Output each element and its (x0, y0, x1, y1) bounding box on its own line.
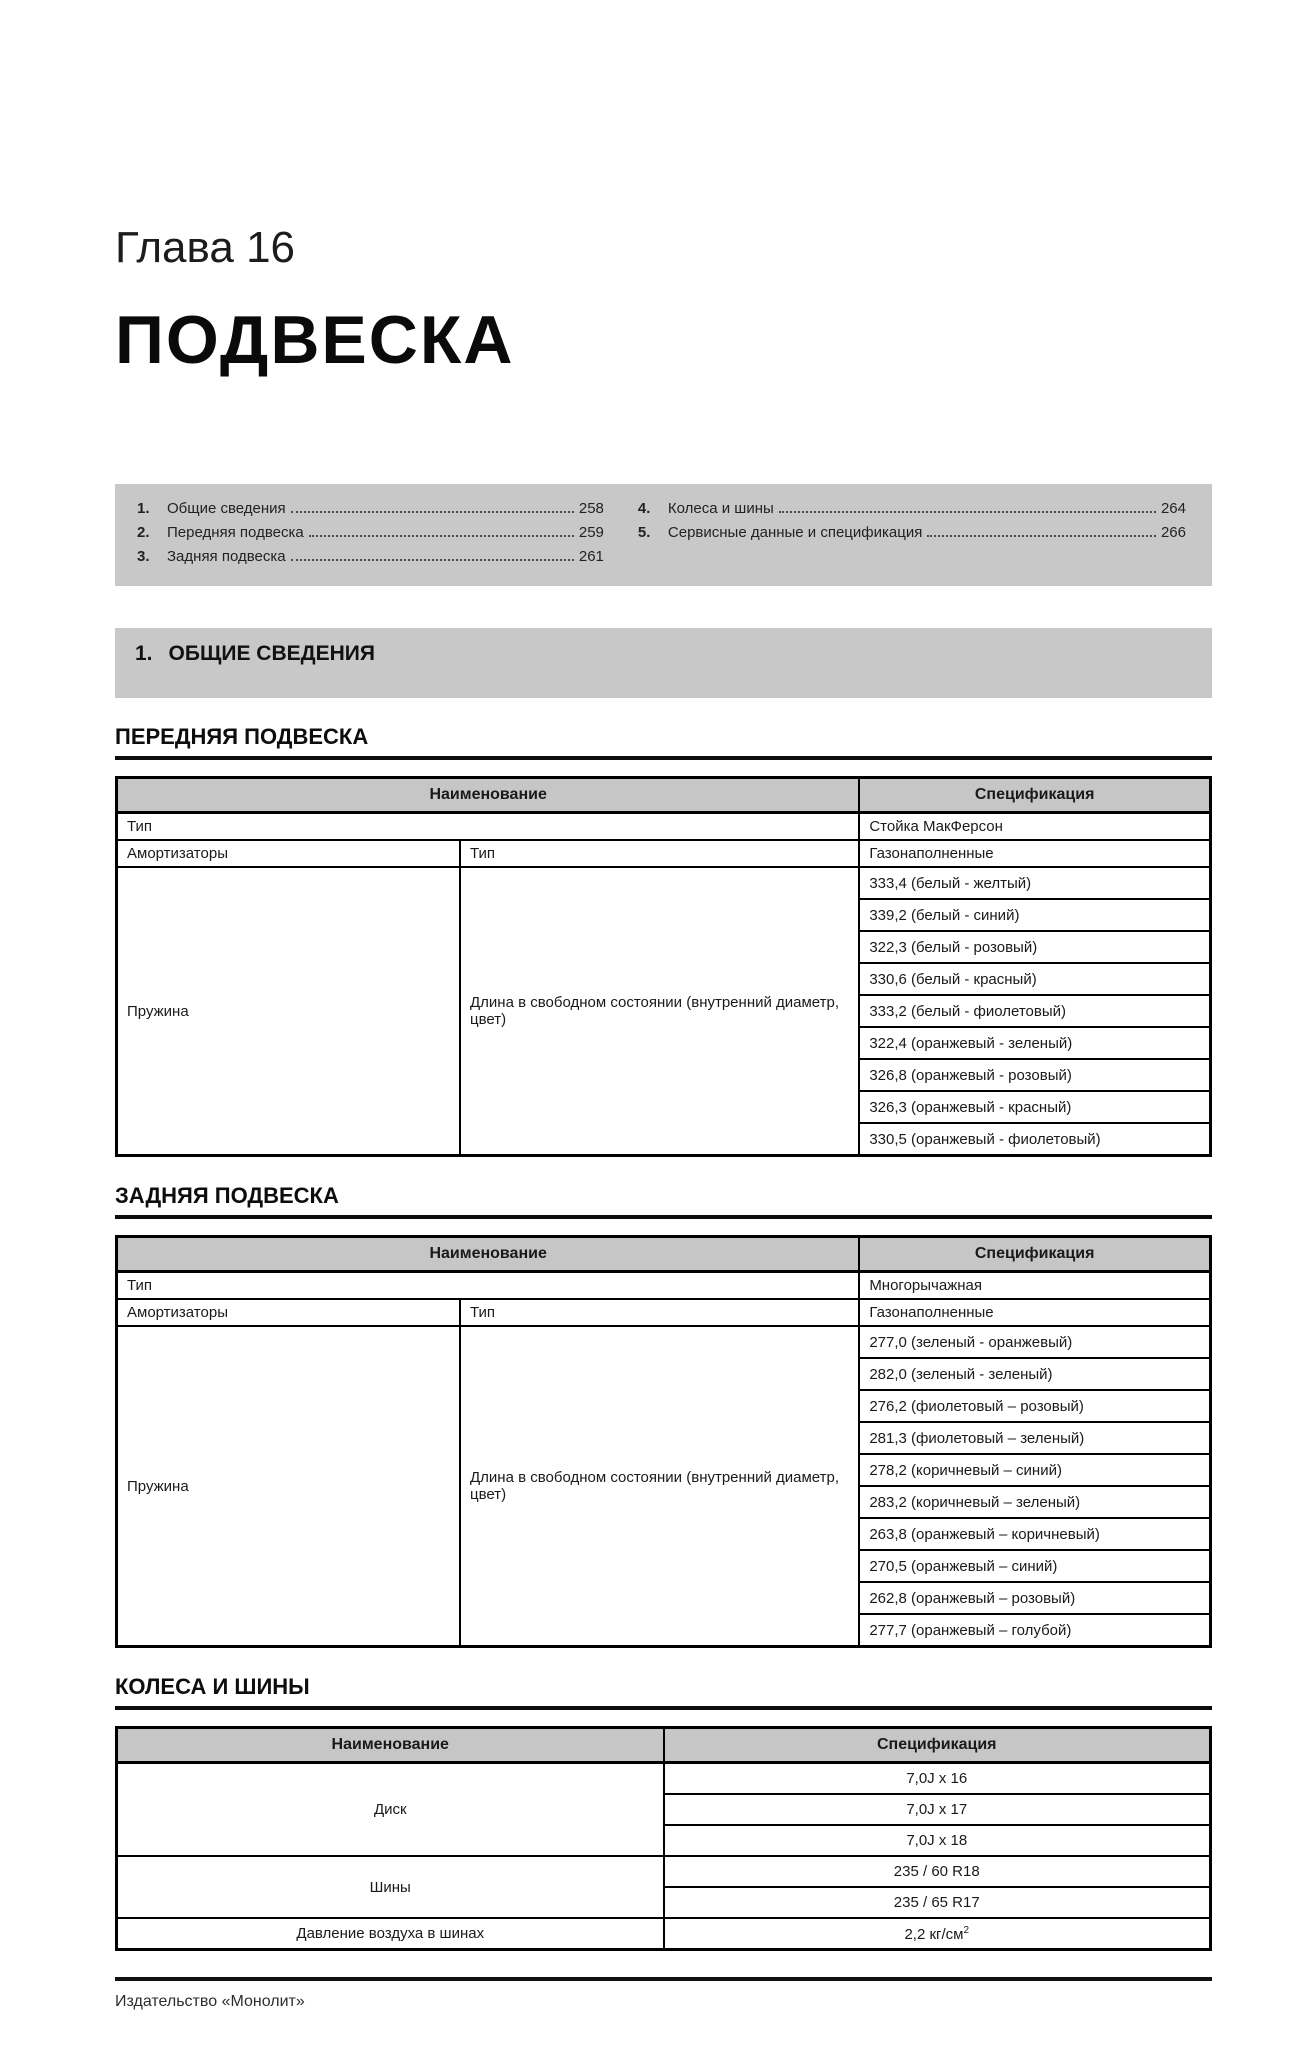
toc-entry (638, 523, 1186, 542)
spring-value: 326,3 (оранжевый - красный) (859, 1091, 1210, 1123)
front-suspension-table (115, 776, 1212, 1157)
column-header-name: Наименование (117, 778, 860, 813)
table-row (117, 867, 1211, 899)
row-sublabel-shock-type: Тип (460, 840, 859, 867)
pressure-value (664, 1918, 1211, 1950)
table-row (117, 1326, 1211, 1358)
toc-entry (137, 499, 604, 518)
spring-value: 339,2 (белый - синий) (859, 899, 1210, 931)
toc-entry-label: Сервисные данные и спецификация (667, 524, 923, 541)
section-number: 1. (135, 642, 153, 665)
row-label-type: Тип (117, 813, 860, 841)
section-header-general-info (115, 628, 1212, 698)
toc-column-left (137, 499, 604, 566)
spring-value: 326,8 (оранжевый - розовый) (859, 1059, 1210, 1091)
spring-value: 330,5 (оранжевый - фиолетовый) (859, 1123, 1210, 1156)
row-label-spring: Пружина (117, 1326, 461, 1647)
spring-value: 277,0 (зеленый - оранжевый) (859, 1326, 1210, 1358)
tire-value: 235 / 60 R18 (664, 1856, 1211, 1887)
table-of-contents (115, 484, 1212, 586)
toc-entry (137, 547, 604, 566)
manual-page (0, 223, 1300, 2011)
spring-value: 278,2 (коричневый – синий) (859, 1454, 1210, 1486)
toc-entry-number: 4. (637, 500, 651, 517)
row-value-shock: Газонаполненные (859, 840, 1210, 867)
row-label-pressure: Давление воздуха в шинах (117, 1918, 664, 1950)
toc-entry-label: Общие сведения (167, 500, 286, 517)
wheels-tires-heading: КОЛЕСА И ШИНЫ (115, 1674, 1212, 1710)
row-sublabel-shock-type: Тип (460, 1299, 859, 1326)
table-row (117, 1763, 1211, 1795)
column-header-name: Наименование (117, 1728, 664, 1763)
spring-value: 263,8 (оранжевый – коричневый) (859, 1518, 1210, 1550)
row-label-spring: Пружина (117, 867, 461, 1156)
spring-value: 333,4 (белый - желтый) (859, 867, 1210, 899)
row-label-disk: Диск (117, 1763, 664, 1857)
dot-leader (291, 559, 574, 561)
dot-leader (309, 535, 574, 537)
column-header-spec: Спецификация (859, 1237, 1210, 1272)
row-sublabel-spring-param: Длина в свободном состоянии (внутренний диаметр, цвет) (460, 867, 859, 1156)
toc-entry-number: 2. (137, 524, 150, 541)
dot-leader (779, 511, 1156, 513)
table-row (117, 813, 1211, 841)
row-value-shock: Газонаполненные (859, 1299, 1210, 1326)
rear-suspension-heading: ЗАДНЯЯ ПОДВЕСКА (115, 1183, 1212, 1219)
toc-column-right (638, 499, 1186, 566)
row-label-type: Тип (117, 1272, 860, 1300)
page-title: ПОДВЕСКА (115, 302, 515, 378)
toc-entry-page: 264 (1160, 500, 1186, 517)
spring-value: 270,5 (оранжевый – синий) (859, 1550, 1210, 1582)
toc-entry-number: 3. (137, 548, 150, 565)
table-row (117, 1856, 1211, 1887)
toc-entry-page: 259 (578, 524, 604, 541)
spring-value: 262,8 (оранжевый – розовый) (859, 1582, 1210, 1614)
toc-entry (638, 499, 1186, 518)
table-row (117, 1918, 1211, 1950)
pressure-unit-exponent: 2 (963, 1924, 970, 1936)
disk-value: 7,0J x 17 (664, 1794, 1211, 1825)
toc-entry (137, 523, 604, 542)
row-value-type: Многорычажная (859, 1272, 1210, 1300)
spring-value: 333,2 (белый - фиолетовый) (859, 995, 1210, 1027)
table-header-row (117, 778, 1211, 813)
publisher-footer: Издательство «Монолит» (115, 1993, 305, 2010)
row-value-type: Стойка МакФерсон (859, 813, 1210, 841)
toc-entry-page: 258 (578, 500, 604, 517)
toc-entry-label: Передняя подвеска (167, 524, 304, 541)
disk-value: 7,0J x 16 (664, 1763, 1211, 1795)
table-header-row (117, 1728, 1211, 1763)
spring-value: 330,6 (белый - красный) (859, 963, 1210, 995)
column-header-name: Наименование (117, 1237, 860, 1272)
section-title: ОБЩИЕ СВЕДЕНИЯ (168, 642, 375, 665)
spring-value: 282,0 (зеленый - зеленый) (859, 1358, 1210, 1390)
front-suspension-heading: ПЕРЕДНЯЯ ПОДВЕСКА (115, 724, 1212, 760)
column-header-spec: Спецификация (664, 1728, 1211, 1763)
pressure-value-text: 2,2 кг/см (904, 1925, 964, 1943)
toc-entry-number: 1. (137, 500, 150, 517)
table-row (117, 840, 1211, 867)
toc-entry-label: Задняя подвеска (167, 548, 286, 565)
spring-value: 281,3 (фиолетовый – зеленый) (859, 1422, 1210, 1454)
footer-rule (115, 1977, 1212, 1981)
row-label-tires: Шины (117, 1856, 664, 1918)
dot-leader (291, 511, 574, 513)
spring-value: 322,3 (белый - розовый) (859, 931, 1210, 963)
spring-value: 283,2 (коричневый – зеленый) (859, 1486, 1210, 1518)
toc-entry-label: Колеса и шины (667, 500, 774, 517)
chapter-label: Глава 16 (115, 223, 296, 272)
disk-value: 7,0J x 18 (664, 1825, 1211, 1856)
dot-leader (927, 535, 1156, 537)
toc-entry-page: 266 (1160, 524, 1186, 541)
row-sublabel-spring-param: Длина в свободном состоянии (внутренний диаметр, цвет) (460, 1326, 859, 1647)
toc-entry-number: 5. (637, 524, 651, 541)
column-header-spec: Спецификация (859, 778, 1210, 813)
table-row (117, 1299, 1211, 1326)
toc-entry-page: 261 (578, 548, 604, 565)
table-header-row (117, 1237, 1211, 1272)
spring-value: 277,7 (оранжевый – голубой) (859, 1614, 1210, 1647)
table-row (117, 1272, 1211, 1300)
tire-value: 235 / 65 R17 (664, 1887, 1211, 1918)
rear-suspension-table (115, 1235, 1212, 1648)
spring-value: 322,4 (оранжевый - зеленый) (859, 1027, 1210, 1059)
row-label-shock: Амортизаторы (117, 1299, 461, 1326)
row-label-shock: Амортизаторы (117, 840, 461, 867)
spring-value: 276,2 (фиолетовый – розовый) (859, 1390, 1210, 1422)
